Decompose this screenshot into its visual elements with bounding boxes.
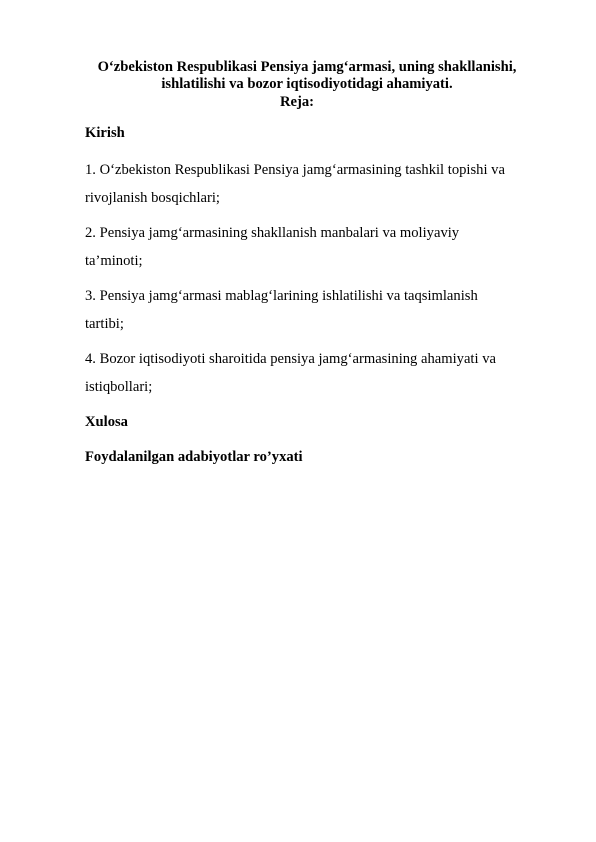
plan-item-2-line-2: ta’minoti;: [85, 253, 143, 269]
plan-item-1-line-2: rivojlanish bosqichlari;: [85, 190, 220, 206]
document-title-line-2: ishlatilishi va bozor iqtisodiyotidagi ahamiyati.: [161, 76, 453, 92]
plan-item-3-line-2: tartibi;: [85, 316, 124, 332]
plan-item-4-line-1: 4. Bozor iqtisodiyoti sharoitida pensiya jamg‘armasining ahamiyati va: [85, 351, 496, 367]
section-conclusion: Xulosa: [85, 414, 128, 430]
section-references: Foydalanilgan adabiyotlar ro’yxati: [85, 449, 303, 465]
plan-item-4-line-2: istiqbollari;: [85, 379, 153, 395]
plan-item-2-line-1: 2. Pensiya jamg‘armasining shakllanish manbalari va moliyaviy: [85, 225, 460, 241]
plan-item-1-line-1: 1. O‘zbekiston Respublikasi Pensiya jamg‘armasining tashkil topishi va: [85, 162, 505, 178]
plan-heading: Reja:: [280, 94, 315, 110]
plan-item-3-line-1: 3. Pensiya jamg‘armasi mablag‘larining ishlatilishi va taqsimlanish: [85, 288, 478, 304]
section-intro: Kirish: [85, 125, 125, 141]
document-title-line-1: O‘zbekiston Respublikasi Pensiya jamg‘armasi, uning shakllanishi,: [97, 59, 517, 75]
